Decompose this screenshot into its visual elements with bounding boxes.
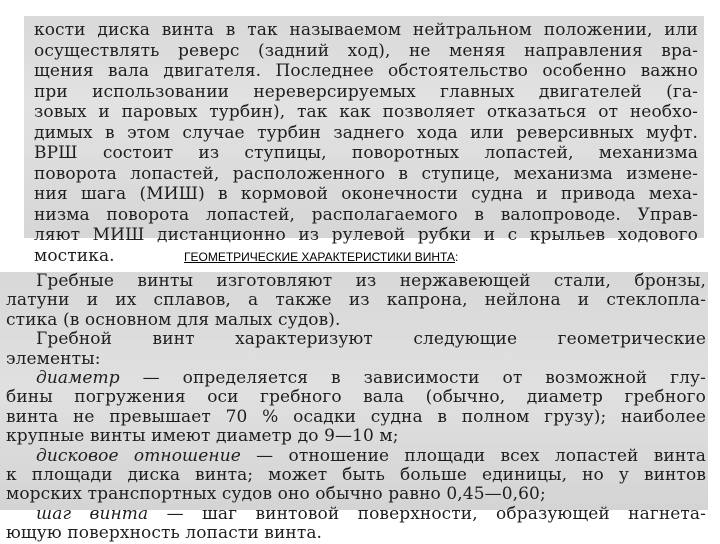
text-line: димых в этом случае турбин заднего хода или реверсивных муфт. <box>34 122 698 143</box>
definition-line <box>6 505 706 524</box>
text-line: элементы: <box>6 348 101 369</box>
text-line: бины погружения оси гребного вала (обычно, диаметр гребного <box>6 387 706 408</box>
definition-text: — шаг винтовой поверхности, образующей нагнета- <box>148 503 706 524</box>
definition-line <box>6 447 706 466</box>
text-line: ВРШ состоит из ступицы, поворотных лопастей, механизма <box>34 143 698 163</box>
definition-line <box>6 369 706 388</box>
text-line: стика (в основном для малых судов). <box>6 309 341 330</box>
text-line: низма поворота лопастей, располагаемого в валопроводе. Управ- <box>34 204 698 225</box>
text-line: щения вала двигателя. Последнее обстоятельство особенно важно <box>34 61 698 81</box>
text-line: винта не превышает 70 % осадки судна в полном грузу); наиболее <box>6 406 706 427</box>
text-line: зовых и паровых турбин), так как позволяет отказаться от необхо- <box>34 102 698 122</box>
text-line: морских транспортных судов оно обычно равно 0,45—0,60; <box>6 484 546 505</box>
text-line: мостика. <box>34 245 115 266</box>
term-pitch: шаг винта <box>36 503 149 524</box>
term-diameter: диаметр <box>36 368 120 389</box>
text-line: осуществлять реверс (задний ход), не меняя направления вра- <box>34 40 698 61</box>
text-line: к площади диска винта; может быть больше единицы, но у винтов <box>6 465 706 486</box>
term-disk-ratio: дисковое отношение <box>36 445 241 466</box>
section-heading <box>184 250 458 264</box>
text-line: Гребные винты изготовляют из нержавеющей стали, бронзы, <box>36 271 706 291</box>
text-line: при использовании нереверсируемых главных двигателей (га- <box>34 81 698 102</box>
text-line: ляют МИШ дистанционно из рулевой рубки и с крыльев ходового <box>34 225 698 245</box>
text-line: крупные винты имеют диаметр до 9—10 м; <box>6 426 399 447</box>
text-line: латуни и их сплавов, а также из капрона, нейлона и стеклопла- <box>6 290 706 311</box>
text-line: ющую поверхность лопасти винта. <box>6 523 323 544</box>
lower-text-scan <box>0 271 708 544</box>
text-line: кости диска винта в так называемом нейтральном положении, или <box>34 20 698 40</box>
text-line: Гребной винт характеризуют следующие геометрические <box>36 329 706 350</box>
text-line: поворота лопастей, расположенного в ступице, механизма измене- <box>34 163 698 184</box>
section-heading-colon: : <box>454 250 459 264</box>
definition-text: — отношение площади всех лопастей винта <box>240 445 706 466</box>
section-heading-title: ГЕОМЕТРИЧЕСКИЕ ХАРАКТЕРИСТИКИ ВИНТА <box>184 250 455 264</box>
definition-text: — определяется в зависимости от возможной глу- <box>119 368 706 389</box>
text-line: ния шага (МИШ) в кормовой оконечности судна и привода меха- <box>34 184 698 204</box>
